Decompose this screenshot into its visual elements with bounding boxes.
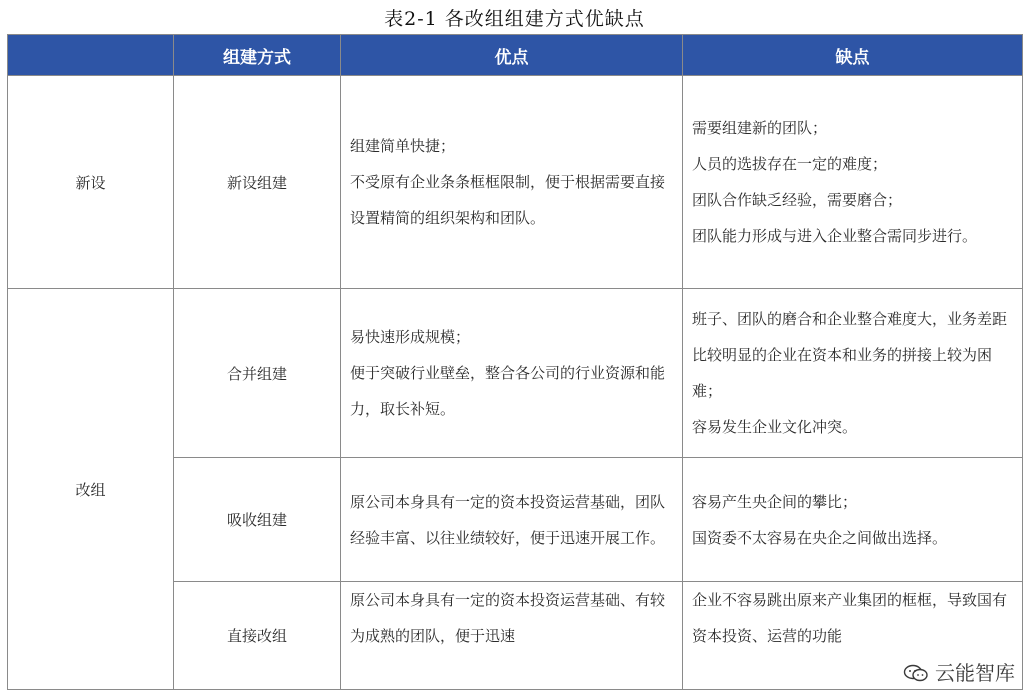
method-cell: 直接改组	[174, 582, 341, 690]
category-cell: 改组	[8, 289, 174, 690]
header-category	[8, 35, 174, 76]
table-title: 表2-1 各改组组建方式优缺点	[384, 8, 645, 30]
pros-line: 组建简单快捷；	[350, 137, 456, 155]
watermark-text: 云能智库	[935, 661, 1015, 685]
cons-line: 人员的选拔存在一定的难度；	[692, 155, 888, 173]
pros-line: 原公司本身具有一定的资本投资运营基础，团队经验丰富、以往业绩较好，便于迅速开展工作。	[350, 492, 666, 547]
pros-line: 不受原有企业条条框框限制，便于根据需要直接设置精简的组织架构和团队。	[350, 173, 666, 227]
watermark	[899, 662, 1019, 684]
pros-cell	[341, 458, 683, 582]
cons-line: 容易产生央企间的攀比；	[692, 492, 858, 511]
cons-line: 团队能力形成与进入企业整合需同步进行。	[692, 227, 978, 245]
method-cell: 新设组建	[174, 76, 341, 289]
header-cons: 缺点	[683, 35, 1023, 76]
pros-line: 便于突破行业壁垒，整合各公司的行业资源和能力，取长补短。	[350, 364, 666, 418]
method-cell: 合并组建	[174, 289, 341, 458]
pros-cell	[341, 289, 683, 458]
table-header-row	[8, 35, 1023, 76]
cons-line: 团队合作缺乏经验，需要磨合；	[692, 191, 903, 209]
header-method: 组建方式	[174, 35, 341, 76]
header-pros: 优点	[341, 35, 683, 76]
cons-line: 企业不容易跳出原来产业集团的框框，导致国有资本投资、运营的功能	[692, 591, 1008, 645]
comparison-table	[7, 34, 1023, 690]
pros-line: 原公司本身具有一定的资本投资运营基础、有较为成熟的团队，便于迅速	[350, 591, 666, 645]
pros-cell	[341, 582, 683, 690]
cons-line: 国资委不太容易在央企之间做出选择。	[692, 528, 948, 547]
cons-line: 班子、团队的磨合和企业整合难度大，业务差距比较明显的企业在资本和业务的拼接上较为困难；	[692, 310, 1008, 400]
cons-cell	[683, 289, 1023, 458]
pros-line: 易快速形成规模；	[350, 328, 471, 346]
cons-cell	[683, 458, 1023, 582]
table-row	[8, 76, 1023, 289]
table-row	[8, 289, 1023, 458]
pros-cell	[341, 76, 683, 289]
cons-line: 需要组建新的团队；	[692, 119, 828, 137]
wechat-icon	[903, 664, 929, 682]
category-cell: 新设	[8, 76, 174, 289]
cons-line: 容易发生企业文化冲突。	[692, 418, 858, 436]
cons-cell	[683, 76, 1023, 289]
method-cell: 吸收组建	[174, 458, 341, 582]
